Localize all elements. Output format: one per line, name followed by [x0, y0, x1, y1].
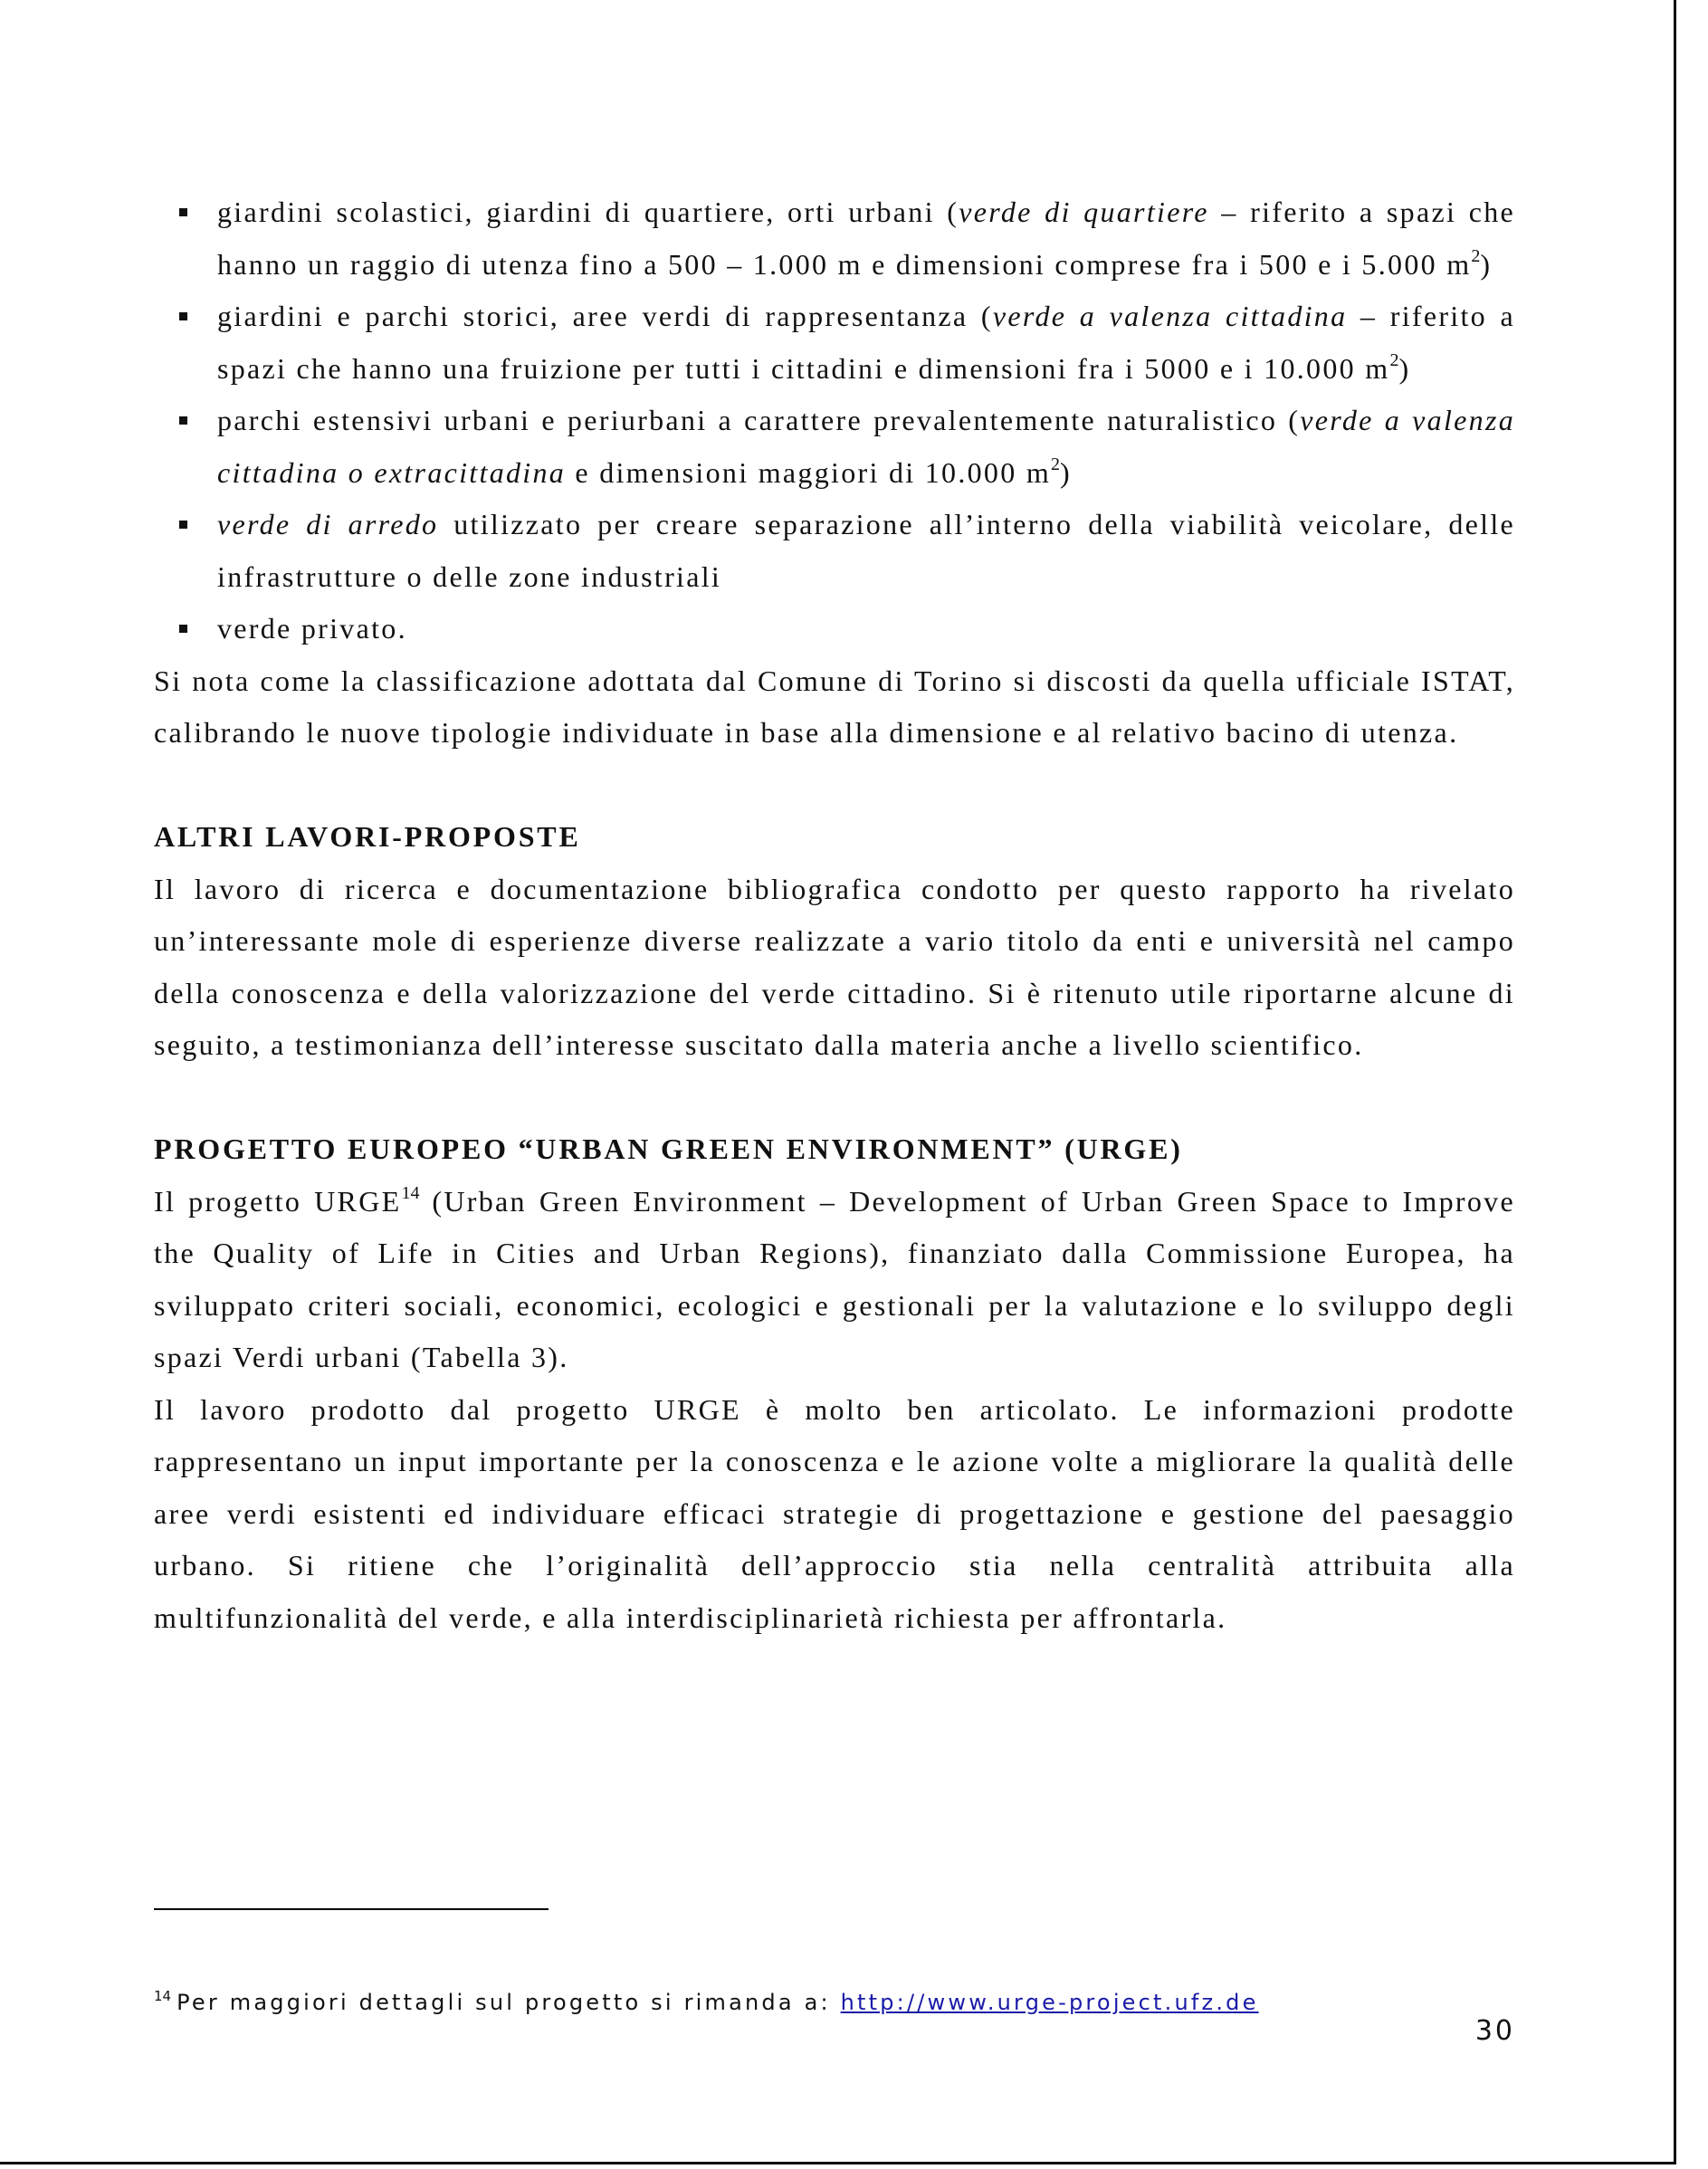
italic-term: verde di quartiere: [959, 196, 1209, 228]
paragraph-classification: Si nota come la classificazione adottata dal Comune di Torino si discosti da quella ufficiale ISTAT, calibrando le nuove tipologie individuate in base alla dimensione e al relativo bacino di utenza.: [154, 664, 1515, 749]
footnote-text: Per maggiori dettagli sul progetto si rimanda a:: [177, 1990, 841, 2015]
page-number: 30: [1474, 2015, 1515, 2047]
superscript: 2: [1389, 349, 1399, 370]
green-type-list: [154, 186, 1515, 655]
paragraph-urge-evaluation: Il lavoro prodotto dal progetto URGE è molto ben articolato. Le informazioni prodotte rappresentano un input importante per la conoscenza e le azione volte a migliorare la qualità delle aree verdi esistenti ed individuare efficaci strategie di progettazione e gestione del paesaggio urbano. Si ritiene che l’originalità dell’approccio stia nella centralità attribuita alla multifunzionalità del verde, e alla interdisciplinarietà richiesta per affrontarla.: [154, 1392, 1515, 1634]
list-item: giardini scolastici, giardini di quartiere, orti urbani (verde di quartiere – riferito a spazi che hanno un raggio di utenza fino a 500 – 1.000 m e dimensioni comprese fra i 500 e i 5.000 $m^2$): [154, 186, 1515, 291]
paragraph-other-works: Il lavoro di ricerca e documentazione bibliografica condotto per questo rapporto ha rivelato un’interessante mole di esperienze diverse realizzate a vario titolo da enti e università nel campo della conoscenza e della valorizzazione del verde cittadino. Si è ritenuto utile riportarne alcune di seguito, a testimonianza dell’interesse suscitato dalla materia anche a livello scientifico.: [154, 872, 1515, 1061]
paragraph-urge-intro: Il progetto URGE$^{14}$ (Urban Green Environment – Development of Urban Green Space to Improve the Quality of Life in Cities and Urban Regions), finanziato dalla Commissione Europea, ha sviluppato criteri sociali, economici, ecologici e gestionali per la valutazione e lo sviluppo degli spazi Verdi urbani (Tabella 3).: [154, 1182, 1515, 1373]
section-heading-urge: PROGETTO EUROPEO “URBAN GREEN ENVIRONMENT” (URGE): [154, 1132, 1183, 1165]
list-item: verde di arredo utilizzato per creare separazione all’interno della viabilità veicolare, delle infrastrutture o delle zone industriali: [154, 499, 1515, 603]
urge-project-link[interactable]: http://www.urge-project.ufz.de: [840, 1990, 1259, 2015]
italic-term: verde di arredo: [217, 508, 439, 540]
footnote: [154, 1988, 1331, 2015]
list-item: verde privato.: [154, 603, 1515, 655]
footnote-separator: [154, 1908, 549, 1910]
italic-term: verde a valenza cittadina o extracittadina: [217, 404, 1516, 489]
footnote-reference[interactable]: 14: [401, 1182, 420, 1203]
superscript: 2: [1051, 454, 1061, 474]
italic-term: verde a valenza cittadina: [992, 300, 1348, 332]
section-heading-other-works: ALTRI LAVORI-PROPOSTE: [154, 820, 581, 853]
list-item: parchi estensivi urbani e periurbani a carattere prevalentemente naturalistico (verde a valenza cittadina o extracittadina e dimensioni maggiori di 10.000 $m^2$): [154, 395, 1515, 499]
footnote-mark: 14: [154, 1988, 172, 2004]
list-item: giardini e parchi storici, aree verdi di rappresentanza (verde a valenza cittadina – riferito a spazi che hanno una fruizione per tutti i cittadini e dimensioni fra i 5000 e i 10.000 $m^2$): [154, 291, 1515, 395]
superscript: 2: [1471, 245, 1481, 266]
main-text: [154, 186, 1515, 1644]
